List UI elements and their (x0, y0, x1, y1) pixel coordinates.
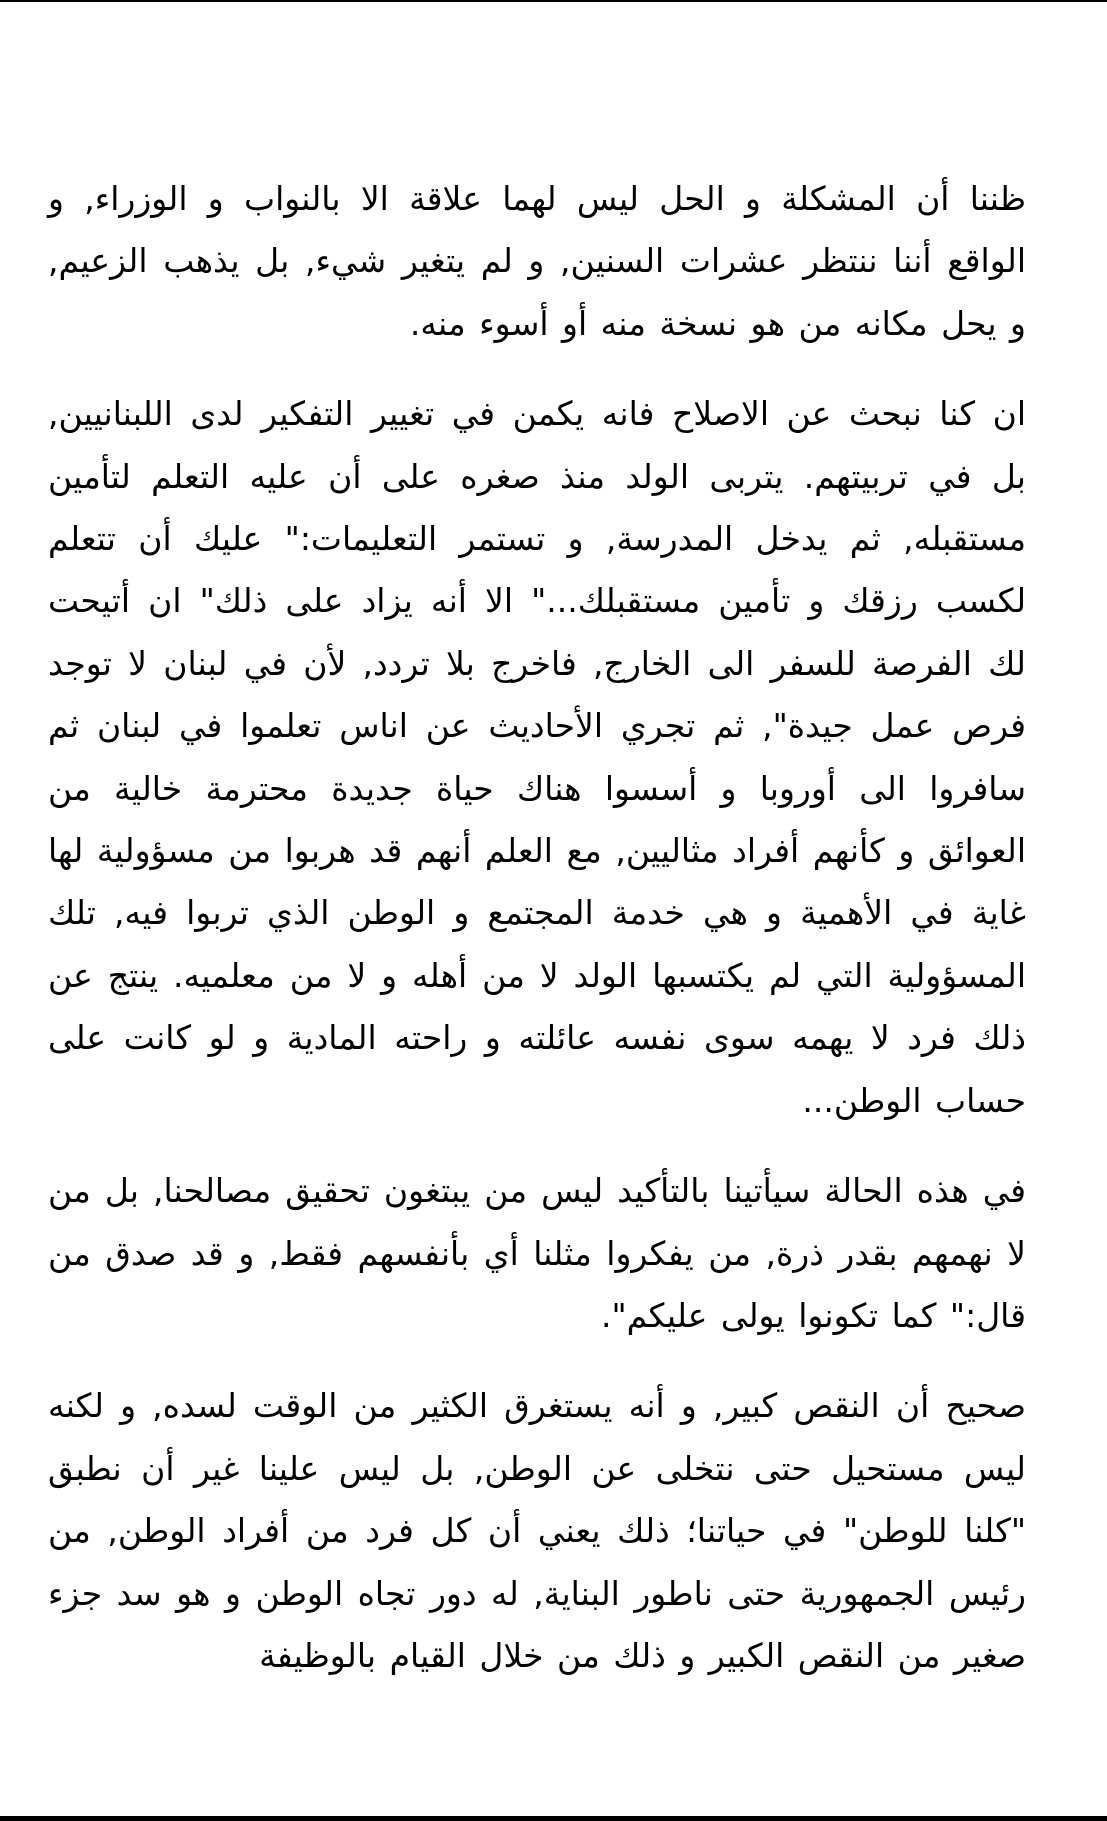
bottom-border-line (0, 1816, 1107, 1821)
paragraph-1: ظننا أن المشكلة و الحل ليس لهما علاقة الا بالنواب و الوزراء, و الواقع أننا ننتظر عشرات السنين, و لم يتغير شيء, بل يذهب الزعيم, و يحل مكانه من هو نسخة منه أو أسوء منه. (48, 179, 1026, 343)
paragraph-2: ان كنا نبحث عن الاصلاح فانه يكمن في تغيير التفكير لدى اللبنانيين, بل في تربيتهم. يتربى الولد منذ صغره على أن عليه التعلم لتأمين مستقبله, ثم يدخل المدرسة, و تستمر التعليمات:" عليك أن تتعلم لكسب رزقك و تأمين مستقبلك..." الا أنه يزاد على ذلك" ان أتيحت لك الفرصة للسفر الى الخارج, فاخرج بلا تردد, لأن في لبنان لا توجد فرص عمل جيدة", ثم تجري الأحاديث عن اناس تعلموا في لبنان ثم سافروا الى أوروبا و أسسوا هناك حياة جديدة محترمة خالية من العوائق و كأنهم أفراد مثاليين, مع العلم أنهم قد هربوا من مسؤولية لها غاية في الأهمية و هي خدمة المجتمع و الوطن الذي تربوا فيه, تلك المسؤولية التي لم يكتسبها الولد لا من أهله و لا من معلميه. ينتج عن ذلك فرد لا يهمه سوى نفسه عائلته و راحته المادية و لو كانت على حساب الوطن... (48, 394, 1026, 1120)
top-border-line (0, 0, 1107, 2)
paragraph-4: صحيح أن النقص كبير, و أنه يستغرق الكثير من الوقت لسده, و لكنه ليس مستحيل حتى نتخلى عن الوطن, بل ليس علينا غير أن نطبق "كلنا للوطن" في حياتنا؛ ذلك يعني أن كل فرد من أفراد الوطن, من رئيس الجمهورية حتى ناطور البناية, له دور تجاه الوطن و هو سد جزء صغير من النقص الكبير و ذلك من خلال القيام بالوظيفة (48, 1386, 1026, 1675)
document-page (48, 168, 1026, 1687)
paragraph-3: في هذه الحالة سيأتينا بالتأكيد ليس من يبتغون تحقيق مصالحنا, بل من لا نهمهم بقدر ذرة, من يفكروا مثلنا أي بأنفسهم فقط, و قد صدق من قال:" كما تكونوا يولى عليكم". (48, 1171, 1026, 1335)
